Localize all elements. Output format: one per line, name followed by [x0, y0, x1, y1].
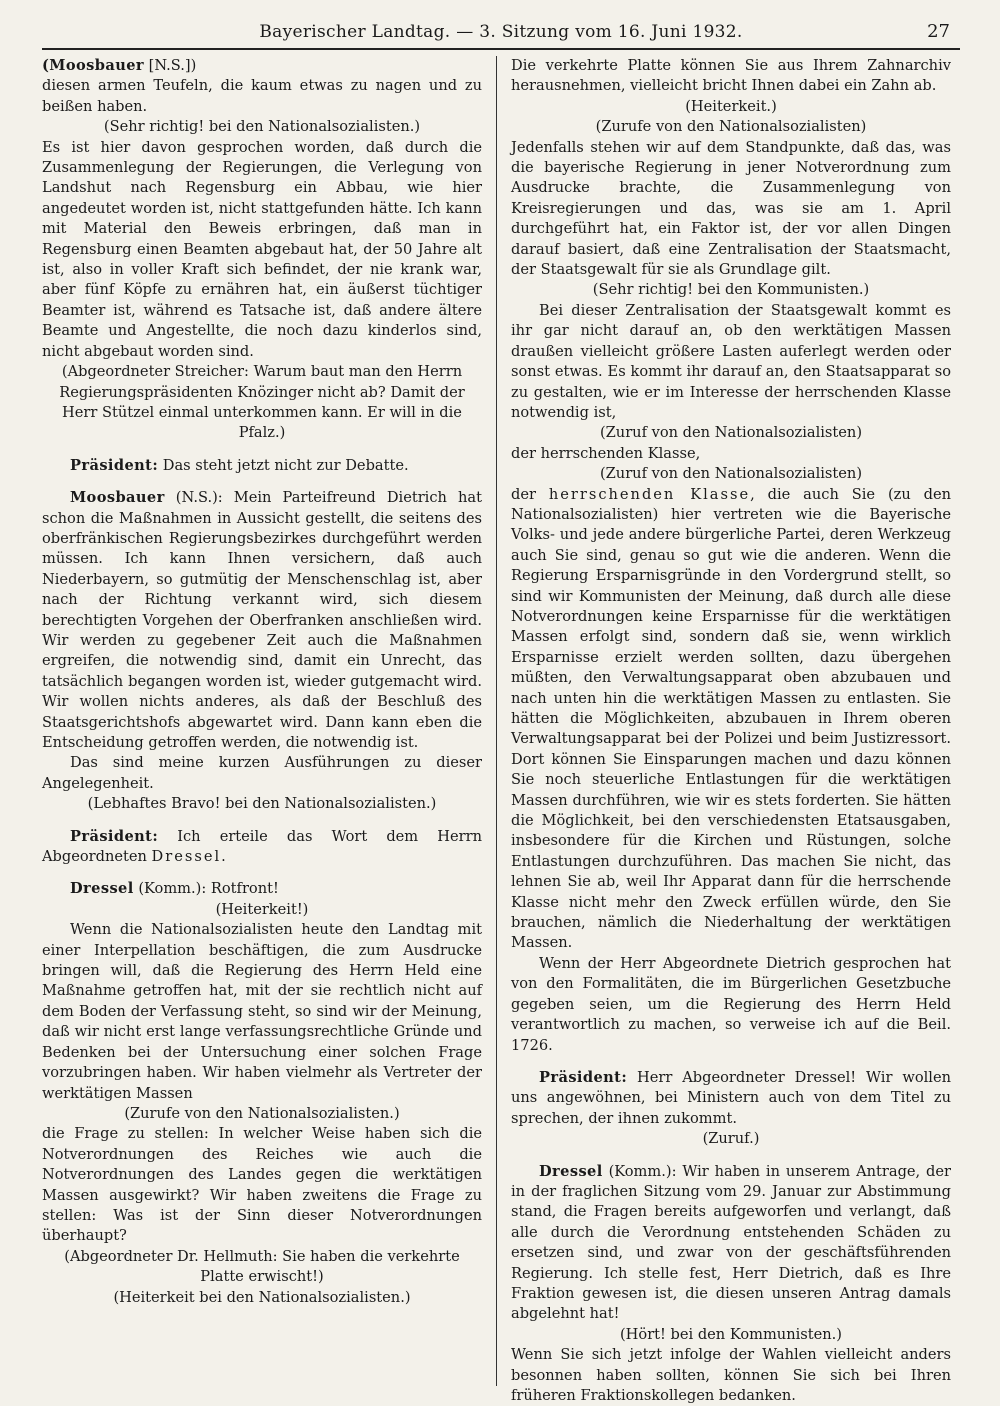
interjection: (Heiterkeit!) — [215, 900, 309, 918]
page-header — [42, 18, 960, 50]
text-fragment: der — [511, 485, 549, 503]
speaker-name: Dressel — [70, 880, 134, 898]
interjection: (Abgeordneter Dr. Hellmuth: Sie haben die verkehrte Platte erwischt!) — [64, 1247, 460, 1286]
paragraph: diesen armen Teufeln, die kaum etwas zu nagen und zu beißen haben. — [42, 77, 482, 115]
speaker-party: [N.S.]) — [144, 57, 197, 74]
interjection: (Lebhaftes Bravo! bei den Nationalsozialisten.) — [87, 795, 437, 813]
speech-president — [42, 456, 482, 476]
interjection: (Hört! bei den Kommunisten.) — [619, 1325, 842, 1343]
page-number: 27 — [927, 21, 950, 42]
speech-text: (Komm.): Rotfront! — [133, 880, 279, 898]
paragraph: Jedenfalls stehen wir auf dem Standpunkte, daß das, was die bayerische Regierung in jener Notverordnung zum Ausdrucke brachte, die Zusammenlegung von Kreisregierungen und das, was sie am 1. April durchgeführt hat, ein Faktor ist, der vor allen Dingen darauf basiert, daß eine Zentralisation der Staatsmacht, der Staatsgewalt für sie als Grundlage gilt. — [511, 138, 951, 279]
paragraph — [511, 485, 951, 954]
speech-dressel — [42, 879, 482, 899]
interjection: (Sehr richtig! bei den Kommunisten.) — [592, 281, 870, 299]
interjection: (Zuruf von den Nationalsozialisten) — [599, 424, 863, 442]
spaced-name: Dressel. — [151, 848, 228, 866]
speech-dressel — [511, 1162, 951, 1325]
left-column — [42, 56, 496, 1386]
speaker-name: Präsident: — [539, 1068, 628, 1086]
speech-moosbauer — [42, 488, 482, 753]
paragraph: Das sind meine kurzen Ausführungen zu dieser Angelegenheit. — [42, 754, 482, 792]
paragraph: Es ist hier davon gesprochen worden, daß durch die Zusammenlegung der Regierungen, die Verlegung von Landshut nach Regensburg ein Abbau, wie hier angedeutet worden ist, nicht stattgefunden hätte. Ich kann mit Material den Beweis erbringen, daß man in Regensburg einen Beamten abgebaut hat, der 50 Jahre alt ist, also in voller Kraft sich befindet, der nie krank war, aber fünf Köpfe zu ernähren hat, ein äußerst tüchtiger Beamter ist, während es Tatsache ist, daß andere ältere Beamte und Angestellte, die noch dazu kinderlos sind, nicht abgebaut worden sind. — [42, 138, 482, 360]
text-fragment: , die auch Sie (zu den Nationalsozialisten) hier vertreten wie die Bayerische Volks- und jede andere bürgerliche Partei, deren Werkzeug auch Sie sind, genau so gut wie die anderen. Wenn die Regierung Ersparnisgründe in den Vordergrund stellt, so sind wir Kommunisten der Meinung, daß durch alle diese Notverordnungen keine Ersparnisse für die werktätigen Massen erfolgt sind, sondern daß sie, wenn wirklich Ersparnisse erzielt werden sollten, dazu übergehen müßten, den Verwaltungsapparat oben abzubauen und nach unten hin die werktätigen Massen zu entlasten. Sie hätten die Möglichkeiten, abzubauen in Ihrem oberen Verwaltungsapparat bei der Polizei und beim Justizressort. Dort können Sie Einsparungen machen und dazu können Sie noch steuerliche Entlastungen für die werktätigen Massen durchführen, wie wir es stets forderten. Sie hätten die Möglichkeit, bei den verschiedensten Etatsausgaben, insbesondere für die Kirchen und Rüstungen, solche Entlastungen durchzuführen. Das machen Sie nicht, das lehnen Sie ab, weil Ihr Apparat dann für die herrschende Klasse nicht mehr den Zweck erfüllen würde, den Sie brauchen, nämlich die Niederhaltung der werktätigen Massen. — [511, 485, 951, 952]
paragraph: Wenn der Herr Abgeordnete Dietrich gesprochen hat von den Formalitäten, die im Bürgerlichen Gesetzbuche gegeben seien, um die Regierung des Herrn Held verantwortlich zu machen, so verweise ich auf die Beil. 1726. — [511, 954, 951, 1054]
speech-president — [511, 1068, 951, 1129]
paragraph: Wenn die Nationalsozialisten heute den Landtag mit einer Interpellation beschäftigen, die zum Ausdrucke bringen will, daß die Regierung des Herrn Held eine Maßnahme getroffen hat, mit der sie rechtlich nicht auf dem Boden der Verfassung steht, so sind wir der Meinung, daß wir nicht erst lange verfassungsrechtliche Gründe und Bedenken bei der Untersuchung einer solchen Frage vorzubringen haben. Wir haben vielmehr als Vertreter der werktätigen Massen — [42, 921, 482, 1102]
text-columns — [42, 56, 960, 1404]
interjection: (Zurufe von den Nationalsozialisten.) — [124, 1104, 400, 1122]
paragraph: Bei dieser Zentralisation der Staatsgewalt kommt es ihr gar nicht darauf an, ob den werktätigen Massen draußen vielleicht größere Lasten auferlegt werden oder sonst etwas. Es kommt ihr darauf an, den Staatsapparat so zu gestalten, wie er im Interesse der herrschenden Klasse notwendig ist, — [511, 301, 951, 421]
speech-text: (Komm.): Wir haben in unserem Antrage, der in der fraglichen Sitzung vom 29. Januar zur Abstimmung stand, die Fragen bereits aufgeworfen und verlangt, daß alle durch die Verordnung entstehenden Schäden zu ersetzen sind, und zwar von der geschäftsführenden Regierung. Ich stelle fest, Herr Dietrich, daß es Ihre Fraktion gewesen ist, die diesen unseren Antrag damals abgelehnt hat! — [511, 1162, 951, 1323]
interjection: (Zurufe von den Nationalsozialisten) — [595, 118, 867, 136]
speech-text: Ich erteile das Wort dem Herrn Abgeordneten — [42, 827, 482, 866]
interjection: (Sehr richtig! bei den Nationalsozialisten.) — [103, 118, 421, 136]
paragraph: Wenn Sie sich jetzt infolge der Wahlen vielleicht anders besonnen haben sollten, können Sie sich bei Ihren früheren Fraktionskollegen bedanken. — [511, 1346, 951, 1404]
speech-president — [42, 827, 482, 868]
interjection: (Heiterkeit.) — [685, 97, 777, 115]
paragraph: die Frage zu stellen: In welcher Weise haben sich die Notverordnungen des Reiches wie auch die Notverordnungen des Landes gegen die werktätigen Massen ausgewirkt? Wir haben zweitens die Frage zu stellen: Was ist der Sinn dieser Notverordnungen überhaupt? — [42, 1125, 482, 1245]
paragraph: der herrschenden Klasse, — [511, 444, 701, 462]
speaker-name: Moosbauer — [70, 489, 165, 507]
paragraph: Die verkehrte Platte können Sie aus Ihrem Zahnarchiv herausnehmen, vielleicht bricht Ihnen dabei ein Zahn ab. — [511, 57, 951, 95]
speech-text: (N.S.): Mein Parteifreund Dietrich hat schon die Maßnahmen in Aussicht gestellt, die seitens des oberfränkischen Regierungsbezirkes durchgeführt werden müssen. Ich kann Ihnen versichern, daß auch Niederbayern, so gutmütig der Menschenschlag ist, aber nach der Richtung verkannt wird, sich diesem berechtigten Vorgehen der Oberfranken anschließen wird. Wir werden zu gegebener Zeit auch die Maßnahmen ergreifen, die notwendig sind, damit ein Unrecht, das tatsächlich begangen worden ist, wieder gutgemacht wird. Wir wollen nichts anderes, als daß der Beschluß des Staatsgerichtshofs abgewartet wird. Dann kann eben die Entscheidung getroffen werden, die notwendig ist. — [42, 489, 482, 751]
spaced-text: herrschenden Klasse — [548, 485, 751, 503]
running-title: Bayerischer Landtag. — 3. Sitzung vom 16. Juni 1932. — [259, 22, 743, 42]
speech-text: Herr Abgeordneter Dressel! Wir wollen uns angewöhnen, bei Ministern auch von dem Titel zu sprechen, der ihnen zukommt. — [511, 1068, 951, 1127]
interjection: (Abgeordneter Streicher: Warum baut man den Herrn Regierungspräsidenten Knözinger nicht ab? Damit der Herr Stützel einmal unterkommen kann. Er will in die Pfalz.) — [59, 363, 465, 442]
continued-speaker — [42, 56, 482, 76]
interjection: (Zuruf.) — [702, 1130, 760, 1148]
speaker-name: Präsident: — [70, 456, 159, 474]
right-column — [496, 56, 951, 1404]
speaker-name: (Moosbauer — [42, 57, 144, 74]
interjection: (Zuruf von den Nationalsozialisten) — [599, 465, 863, 483]
speaker-name: Präsident: — [70, 827, 159, 845]
speech-text: Das steht jetzt nicht zur Debatte. — [158, 456, 409, 474]
speaker-name: Dressel — [539, 1162, 603, 1180]
interjection: (Heiterkeit bei den Nationalsozialisten.) — [113, 1288, 411, 1306]
